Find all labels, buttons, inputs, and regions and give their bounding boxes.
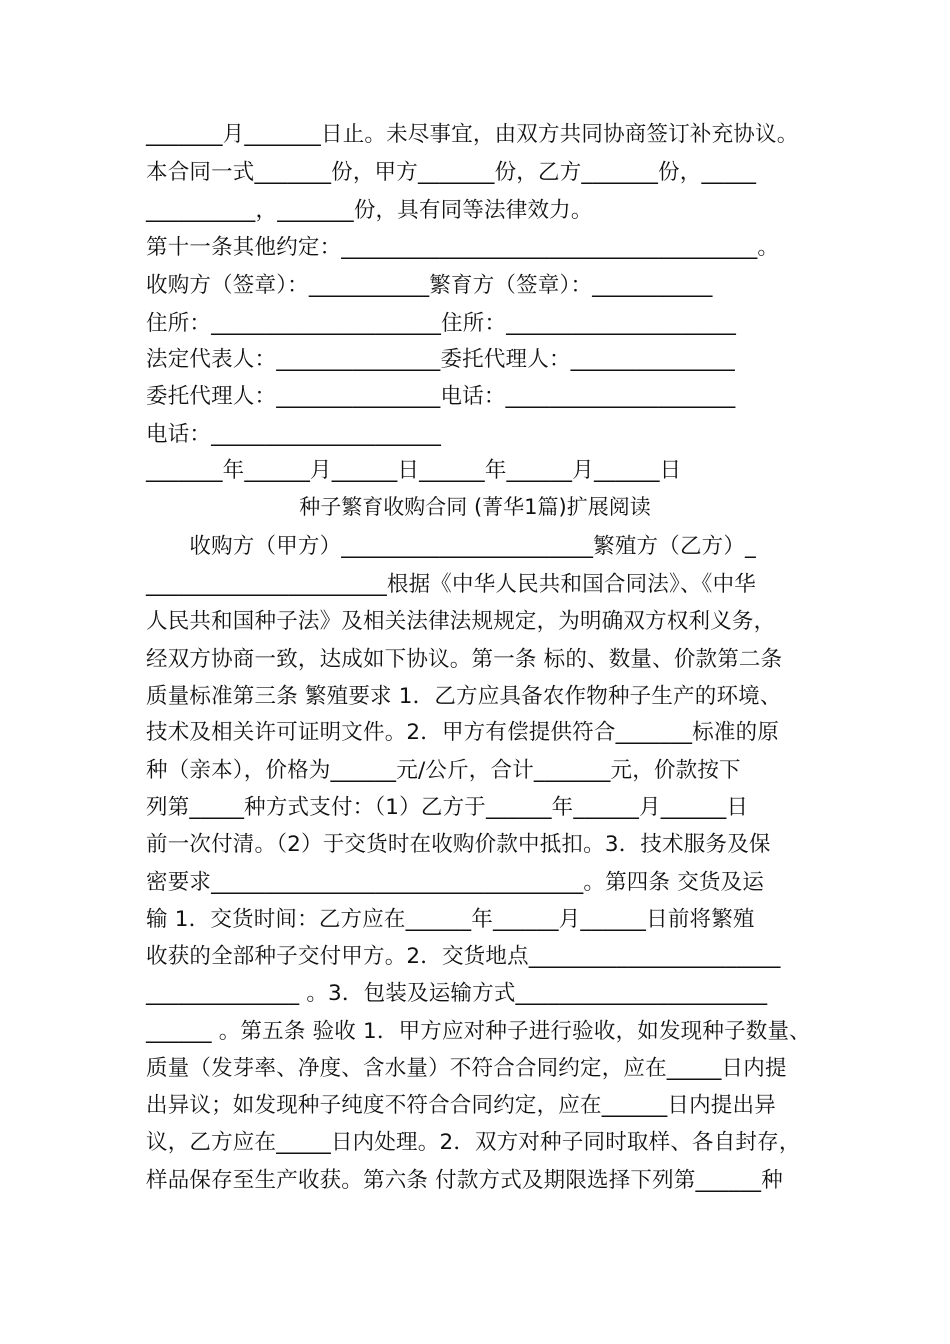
body-line-1: 收购方（甲方）_______________________繁殖方（乙方）_ xyxy=(146,534,757,559)
body-line-11: 输 1．交货时间：乙方应在______年______月______日前将繁殖 xyxy=(146,907,755,932)
signature-line-representative: 法定代表人：_______________委托代理人：_______________ xyxy=(146,347,735,372)
body-line-12: 收获的全部种子交付甲方。2．交货地点_______________________ xyxy=(146,944,781,969)
signature-line-address: 住所：_____________________住所：_____________________ xyxy=(146,311,737,336)
signature-line-agent: 委托代理人：_______________电话：_____________________ xyxy=(146,384,736,409)
contract-line-1: _______月_______日止。未尽事宜，由双方共同协商签订补充协议。 xyxy=(146,122,799,147)
body-line-13: ______________ 。3．包装及运输方式_______________________ xyxy=(146,981,768,1006)
body-line-9: 前一次付清。（2）于交货时在收购价款中抵扣。3．技术服务及保 xyxy=(146,832,771,857)
extended-reading-title: 种子繁育收购合同 (菁华1篇)扩展阅读 xyxy=(299,495,651,519)
contract-line-other-terms: 第十一条其他约定：______________________________________。 xyxy=(146,235,780,260)
body-line-7: 种（亲本），价格为______元/公斤，合计_______元，价款按下 xyxy=(146,758,741,783)
body-line-8: 列第_____种方式支付：（1）乙方于______年______月______日 xyxy=(146,795,749,820)
signature-line-phone: 电话：_____________________ xyxy=(146,422,442,447)
signature-line-date: _______年______月______日______年______月______日 xyxy=(146,458,682,483)
body-line-18: 样品保存至生产收获。第六条 付款方式及期限选择下列第______种 xyxy=(146,1168,783,1193)
contract-line-3: __________，_______份，具有同等法律效力。 xyxy=(146,198,593,223)
signature-line-sealing: 收购方（签章）：___________繁育方（签章）：___________ xyxy=(146,273,713,298)
body-line-4: 经双方协商一致，达成如下协议。第一条 标的、数量、价款第二条 xyxy=(146,647,783,672)
body-line-15: 质量（发芽率、净度、含水量）不符合合同约定，应在_____日内提 xyxy=(146,1056,787,1081)
body-line-16: 出异议；如发现种子纯度不符合合同约定，应在______日内提出异 xyxy=(146,1093,776,1118)
body-line-6: 技术及相关许可证明文件。2．甲方有偿提供符合_______标准的原 xyxy=(146,720,780,745)
contract-line-2: 本合同一式_______份，甲方_______份，乙方_______份，_____ xyxy=(146,160,757,185)
body-line-17: 议，乙方应在_____日内处理。2．双方对种子同时取样、各自封存， xyxy=(146,1130,801,1155)
body-line-2: ______________________根据《中华人民共和国合同法》、《中华 xyxy=(146,572,757,597)
body-line-5: 质量标准第三条 繁殖要求 1．乙方应具备农作物种子生产的环境、 xyxy=(146,684,782,709)
body-line-14: ______ 。第五条 验收 1．甲方应对种子进行验收，如发现种子数量、 xyxy=(146,1019,811,1044)
body-line-10: 密要求__________________________________。第四条 交货及运 xyxy=(146,870,765,895)
body-line-3: 人民共和国种子法》及相关法律法规规定，为明确双方权利义务， xyxy=(146,609,776,634)
